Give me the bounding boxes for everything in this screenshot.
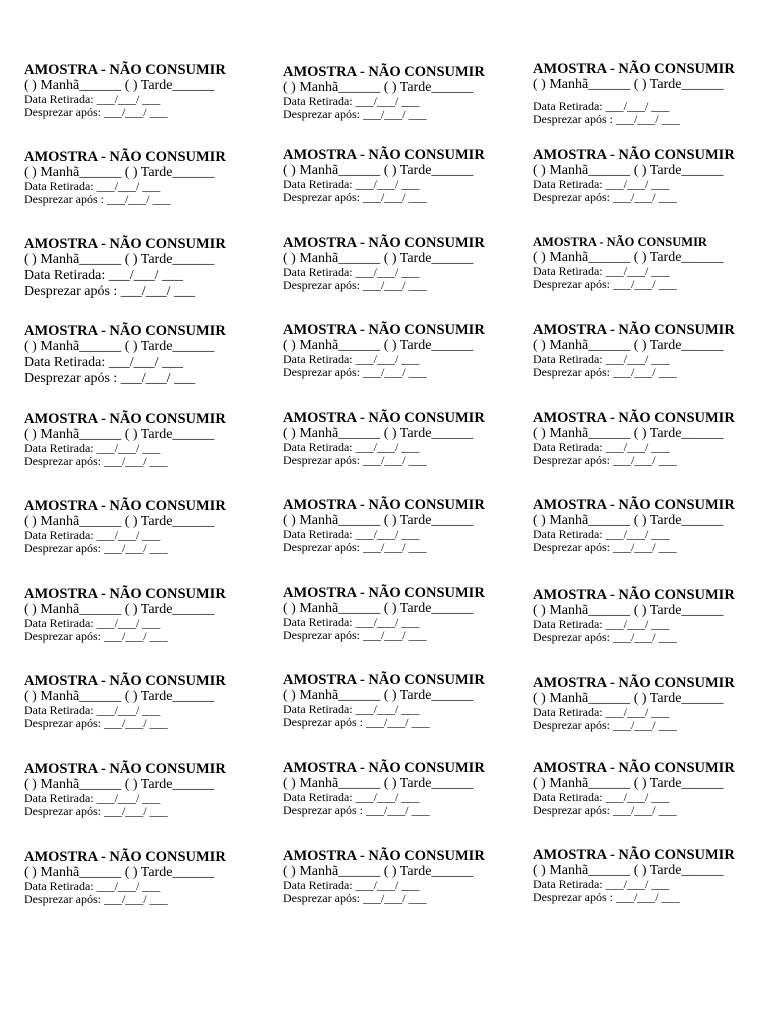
sample-label bbox=[283, 64, 518, 121]
sample-label bbox=[283, 760, 518, 817]
desprezar-apos-line: Desprezar após: ___/___/ ___ bbox=[533, 190, 677, 204]
desprezar-apos-line: Desprezar após : ___/___/ ___ bbox=[24, 192, 171, 206]
shift-options: ( ) Manhã______ ( ) Tarde______ bbox=[533, 338, 724, 353]
sample-label bbox=[24, 761, 259, 818]
desprezar-apos-line: Desprezar após: ___/___/ ___ bbox=[24, 454, 168, 468]
shift-options: ( ) Manhã______ ( ) Tarde______ bbox=[533, 603, 724, 618]
label-title: AMOSTRA - NÃO CONSUMIR bbox=[533, 497, 735, 513]
label-title: AMOSTRA - NÃO CONSUMIR bbox=[533, 760, 735, 776]
sample-label bbox=[24, 62, 259, 119]
desprezar-apos-line: Desprezar após: ___/___/ ___ bbox=[533, 453, 677, 467]
data-retirada-line: Data Retirada: ___/___/ ___ bbox=[533, 352, 670, 366]
data-retirada-line: Data Retirada: ___/___/ ___ bbox=[533, 440, 670, 454]
shift-options: ( ) Manhã______ ( ) Tarde______ bbox=[24, 865, 215, 880]
label-title: AMOSTRA - NÃO CONSUMIR bbox=[24, 673, 226, 689]
label-title: AMOSTRA - NÃO CONSUMIR bbox=[533, 587, 735, 603]
label-title: AMOSTRA - NÃO CONSUMIR bbox=[24, 149, 226, 165]
data-retirada-line: Data Retirada: ___/___/ ___ bbox=[283, 702, 420, 716]
sample-label bbox=[283, 585, 518, 642]
label-title: AMOSTRA - NÃO CONSUMIR bbox=[24, 411, 226, 427]
shift-options: ( ) Manhã______ ( ) Tarde______ bbox=[283, 338, 474, 353]
sample-label bbox=[24, 411, 259, 468]
sample-label bbox=[24, 849, 259, 906]
data-retirada-line: Data Retirada: ___/___/ ___ bbox=[24, 355, 184, 370]
data-retirada-line: Data Retirada: ___/___/ ___ bbox=[533, 617, 670, 631]
desprezar-apos-line: Desprezar após: ___/___/ ___ bbox=[283, 453, 427, 467]
sample-label bbox=[283, 410, 518, 467]
shift-options: ( ) Manhã______ ( ) Tarde______ bbox=[24, 427, 215, 442]
data-retirada-line: Data Retirada: ___/___/ ___ bbox=[533, 177, 670, 191]
data-retirada-line: Data Retirada: ___/___/ ___ bbox=[24, 441, 161, 455]
data-retirada-line: Data Retirada: ___/___/ ___ bbox=[533, 877, 670, 891]
shift-options: ( ) Manhã______ ( ) Tarde______ bbox=[283, 601, 474, 616]
sample-label bbox=[533, 587, 768, 644]
shift-options: ( ) Manhã______ ( ) Tarde______ bbox=[24, 165, 215, 180]
data-retirada-line: Data Retirada: ___/___/ ___ bbox=[24, 268, 184, 283]
label-title: AMOSTRA - NÃO CONSUMIR bbox=[24, 849, 226, 865]
sample-label bbox=[533, 322, 768, 379]
desprezar-apos-line: Desprezar após : ___/___/ ___ bbox=[533, 112, 680, 126]
label-title: AMOSTRA - NÃO CONSUMIR bbox=[283, 410, 485, 426]
label-title: AMOSTRA - NÃO CONSUMIR bbox=[24, 236, 226, 252]
sample-label bbox=[533, 760, 768, 817]
desprezar-apos-line: Desprezar após: ___/___/ ___ bbox=[533, 277, 677, 291]
desprezar-apos-line: Desprezar após: ___/___/ ___ bbox=[533, 630, 677, 644]
label-title: AMOSTRA - NÃO CONSUMIR bbox=[283, 235, 485, 251]
data-retirada-line: Data Retirada: ___/___/ ___ bbox=[283, 878, 420, 892]
data-retirada-line: Data Retirada: ___/___/ ___ bbox=[533, 527, 670, 541]
desprezar-apos-line: Desprezar após : ___/___/ ___ bbox=[283, 803, 430, 817]
data-retirada-line: Data Retirada: ___/___/ ___ bbox=[24, 179, 161, 193]
data-retirada-line: Data Retirada: ___/___/ ___ bbox=[533, 99, 670, 113]
desprezar-apos-line: Desprezar após: ___/___/ ___ bbox=[24, 892, 168, 906]
sample-label bbox=[533, 147, 768, 204]
shift-options: ( ) Manhã______ ( ) Tarde______ bbox=[24, 252, 215, 267]
label-title: AMOSTRA - NÃO CONSUMIR bbox=[283, 322, 485, 338]
desprezar-apos-line: Desprezar após: ___/___/ ___ bbox=[283, 365, 427, 379]
shift-options: ( ) Manhã______ ( ) Tarde______ bbox=[283, 80, 474, 95]
data-retirada-line: Data Retirada: ___/___/ ___ bbox=[24, 703, 161, 717]
desprezar-apos-line: Desprezar após : ___/___/ ___ bbox=[24, 371, 196, 386]
sample-label bbox=[283, 848, 518, 905]
sample-label bbox=[283, 147, 518, 204]
shift-options: ( ) Manhã______ ( ) Tarde______ bbox=[283, 163, 474, 178]
desprezar-apos-line: Desprezar após : ___/___/ ___ bbox=[533, 890, 680, 904]
shift-options: ( ) Manhã______ ( ) Tarde______ bbox=[283, 776, 474, 791]
shift-options: ( ) Manhã______ ( ) Tarde______ bbox=[533, 426, 724, 441]
shift-options: ( ) Manhã______ ( ) Tarde______ bbox=[283, 426, 474, 441]
sample-label bbox=[283, 672, 518, 729]
data-retirada-line: Data Retirada: ___/___/ ___ bbox=[283, 177, 420, 191]
label-title: AMOSTRA - NÃO CONSUMIR bbox=[283, 497, 485, 513]
desprezar-apos-line: Desprezar após: ___/___/ ___ bbox=[24, 629, 168, 643]
shift-options: ( ) Manhã______ ( ) Tarde______ bbox=[533, 163, 724, 178]
label-title: AMOSTRA - NÃO CONSUMIR bbox=[283, 585, 485, 601]
label-title: AMOSTRA - NÃO CONSUMIR bbox=[24, 498, 226, 514]
sample-label bbox=[283, 497, 518, 554]
data-retirada-line: Data Retirada: ___/___/ ___ bbox=[533, 790, 670, 804]
label-title: AMOSTRA - NÃO CONSUMIR bbox=[533, 322, 735, 338]
sample-label bbox=[24, 586, 259, 643]
shift-options: ( ) Manhã______ ( ) Tarde______ bbox=[24, 602, 215, 617]
desprezar-apos-line: Desprezar após: ___/___/ ___ bbox=[533, 803, 677, 817]
data-retirada-line: Data Retirada: ___/___/ ___ bbox=[283, 94, 420, 108]
label-title: AMOSTRA - NÃO CONSUMIR bbox=[24, 586, 226, 602]
shift-options: ( ) Manhã______ ( ) Tarde______ bbox=[24, 777, 215, 792]
desprezar-apos-line: Desprezar após: ___/___/ ___ bbox=[283, 891, 427, 905]
sample-label bbox=[24, 236, 259, 299]
label-title: AMOSTRA - NÃO CONSUMIR bbox=[24, 62, 226, 78]
label-title: AMOSTRA - NÃO CONSUMIR bbox=[283, 848, 485, 864]
sample-label bbox=[533, 61, 768, 126]
desprezar-apos-line: Desprezar após: ___/___/ ___ bbox=[24, 716, 168, 730]
label-title: AMOSTRA - NÃO CONSUMIR bbox=[533, 847, 735, 863]
shift-options: ( ) Manhã______ ( ) Tarde______ bbox=[24, 339, 215, 354]
label-title: AMOSTRA - NÃO CONSUMIR bbox=[283, 672, 485, 688]
data-retirada-line: Data Retirada: ___/___/ ___ bbox=[24, 92, 161, 106]
desprezar-apos-line: Desprezar após: ___/___/ ___ bbox=[533, 365, 677, 379]
data-retirada-line: Data Retirada: ___/___/ ___ bbox=[24, 616, 161, 630]
shift-options: ( ) Manhã______ ( ) Tarde______ bbox=[533, 691, 724, 706]
shift-options: ( ) Manhã______ ( ) Tarde______ bbox=[283, 251, 474, 266]
sample-label bbox=[533, 675, 768, 732]
data-retirada-line: Data Retirada: ___/___/ ___ bbox=[24, 791, 161, 805]
sample-label bbox=[283, 322, 518, 379]
desprezar-apos-line: Desprezar após: ___/___/ ___ bbox=[533, 540, 677, 554]
data-retirada-line: Data Retirada: ___/___/ ___ bbox=[283, 265, 420, 279]
desprezar-apos-line: Desprezar após: ___/___/ ___ bbox=[283, 278, 427, 292]
data-retirada-line: Data Retirada: ___/___/ ___ bbox=[283, 615, 420, 629]
data-retirada-line: Data Retirada: ___/___/ ___ bbox=[533, 705, 670, 719]
sample-label bbox=[533, 497, 768, 554]
desprezar-apos-line: Desprezar após : ___/___/ ___ bbox=[283, 715, 430, 729]
label-title: AMOSTRA - NÃO CONSUMIR bbox=[533, 147, 735, 163]
sample-label bbox=[283, 235, 518, 292]
desprezar-apos-line: Desprezar após: ___/___/ ___ bbox=[283, 628, 427, 642]
label-title: AMOSTRA - NÃO CONSUMIR bbox=[533, 61, 735, 77]
shift-options: ( ) Manhã______ ( ) Tarde______ bbox=[533, 776, 724, 791]
sample-label bbox=[533, 847, 768, 904]
data-retirada-line: Data Retirada: ___/___/ ___ bbox=[283, 440, 420, 454]
sample-label bbox=[24, 323, 259, 386]
shift-options: ( ) Manhã______ ( ) Tarde______ bbox=[283, 688, 474, 703]
desprezar-apos-line: Desprezar após: ___/___/ ___ bbox=[24, 541, 168, 555]
desprezar-apos-line: Desprezar após: ___/___/ ___ bbox=[24, 804, 168, 818]
label-title: AMOSTRA - NÃO CONSUMIR bbox=[24, 323, 226, 339]
sample-label bbox=[24, 498, 259, 555]
label-title: AMOSTRA - NÃO CONSUMIR bbox=[283, 760, 485, 776]
data-retirada-line: Data Retirada: ___/___/ ___ bbox=[283, 352, 420, 366]
label-title: AMOSTRA - NÃO CONSUMIR bbox=[283, 147, 485, 163]
sample-label bbox=[24, 149, 259, 206]
desprezar-apos-line: Desprezar após: ___/___/ ___ bbox=[283, 540, 427, 554]
shift-options: ( ) Manhã______ ( ) Tarde______ bbox=[24, 689, 215, 704]
shift-options: ( ) Manhã______ ( ) Tarde______ bbox=[533, 77, 724, 92]
data-retirada-line: Data Retirada: ___/___/ ___ bbox=[283, 527, 420, 541]
label-title: AMOSTRA - NÃO CONSUMIR bbox=[24, 761, 226, 777]
sample-label bbox=[533, 410, 768, 467]
shift-options: ( ) Manhã______ ( ) Tarde______ bbox=[533, 863, 724, 878]
shift-options: ( ) Manhã______ ( ) Tarde______ bbox=[533, 513, 724, 528]
sample-label bbox=[24, 673, 259, 730]
desprezar-apos-line: Desprezar após: ___/___/ ___ bbox=[533, 718, 677, 732]
shift-options: ( ) Manhã______ ( ) Tarde______ bbox=[24, 514, 215, 529]
shift-options: ( ) Manhã______ ( ) Tarde______ bbox=[283, 513, 474, 528]
shift-options: ( ) Manhã______ ( ) Tarde______ bbox=[533, 250, 724, 265]
desprezar-apos-line: Desprezar após: ___/___/ ___ bbox=[283, 107, 427, 121]
data-retirada-line: Data Retirada: ___/___/ ___ bbox=[24, 528, 161, 542]
desprezar-apos-line: Desprezar após : ___/___/ ___ bbox=[24, 284, 196, 299]
label-title: AMOSTRA - NÃO CONSUMIR bbox=[533, 410, 735, 426]
label-title: AMOSTRA - NÃO CONSUMIR bbox=[283, 64, 485, 80]
sample-label bbox=[533, 234, 768, 291]
data-retirada-line: Data Retirada: ___/___/ ___ bbox=[24, 879, 161, 893]
desprezar-apos-line: Desprezar após: ___/___/ ___ bbox=[24, 105, 168, 119]
desprezar-apos-line: Desprezar após: ___/___/ ___ bbox=[283, 190, 427, 204]
data-retirada-line: Data Retirada: ___/___/ ___ bbox=[533, 264, 670, 278]
label-title: AMOSTRA - NÃO CONSUMIR bbox=[533, 675, 735, 691]
label-title: AMOSTRA - NÃO CONSUMIR bbox=[533, 235, 707, 249]
shift-options: ( ) Manhã______ ( ) Tarde______ bbox=[283, 864, 474, 879]
data-retirada-line: Data Retirada: ___/___/ ___ bbox=[283, 790, 420, 804]
shift-options: ( ) Manhã______ ( ) Tarde______ bbox=[24, 78, 215, 93]
